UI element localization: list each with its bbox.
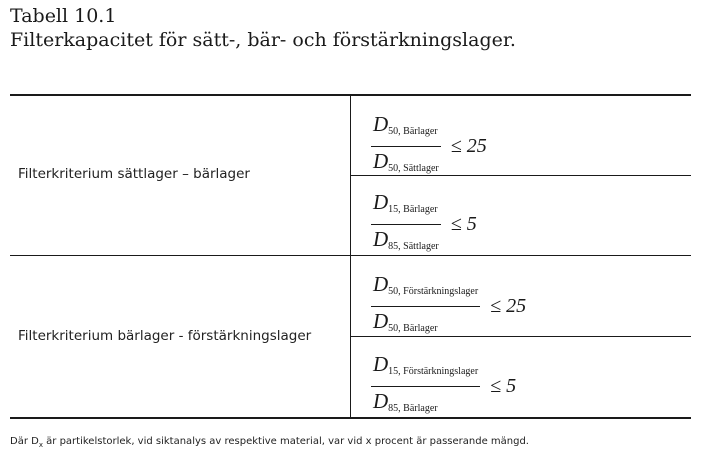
formula-d15-forstarkningslager-d85-barlager <box>371 352 516 421</box>
numerator: $D_{50, Bärlager}$ <box>373 112 438 137</box>
relation: ≤ 25 <box>490 295 527 317</box>
fraction-bar <box>371 224 441 225</box>
table-number: Tabell 10.1 <box>10 5 117 27</box>
formula-d50-forstarkningslager-barlager <box>371 272 526 341</box>
table-footnote: Där $D_x$ är partikelstorlek, vid siktanalys av respektive material, var vid x procent är passerande mängd. <box>10 436 529 449</box>
fraction <box>371 190 441 259</box>
fraction-bar <box>371 146 441 147</box>
table-title: Filterkapacitet för sätt-, bär- och förstärkningslager. <box>10 29 516 51</box>
numerator: $D_{15, Förstärkningslager}$ <box>373 352 479 377</box>
denominator: $D_{50, Sättlager}$ <box>373 149 439 174</box>
row-label-barlager-forstarkningslager: Filterkriterium bärlager - förstärkningslager <box>18 328 312 344</box>
numerator: $D_{50, Förstärkningslager}$ <box>373 272 479 297</box>
table-column-divider <box>350 94 351 419</box>
relation: ≤ 5 <box>450 213 477 235</box>
fraction <box>371 352 480 421</box>
denominator: $D_{85, Bärlager}$ <box>373 389 438 414</box>
row-label-sattlager-barlager: Filterkriterium sättlager – bärlager <box>18 166 250 182</box>
numerator: $D_{15, Bärlager}$ <box>373 190 438 215</box>
fraction-bar <box>371 306 480 307</box>
relation: ≤ 25 <box>450 135 487 157</box>
fraction <box>371 272 480 341</box>
formula-d15-barlager-d85-sattlager <box>371 190 477 259</box>
fraction <box>371 112 441 181</box>
relation: ≤ 5 <box>490 375 517 397</box>
table-caption <box>10 4 516 52</box>
fraction-bar <box>371 386 480 387</box>
filter-table <box>10 94 691 419</box>
denominator: $D_{85, Sättlager}$ <box>373 227 439 252</box>
denominator: $D_{50, Bärlager}$ <box>373 309 438 334</box>
formula-d50-barlager-sattlager <box>371 112 487 181</box>
